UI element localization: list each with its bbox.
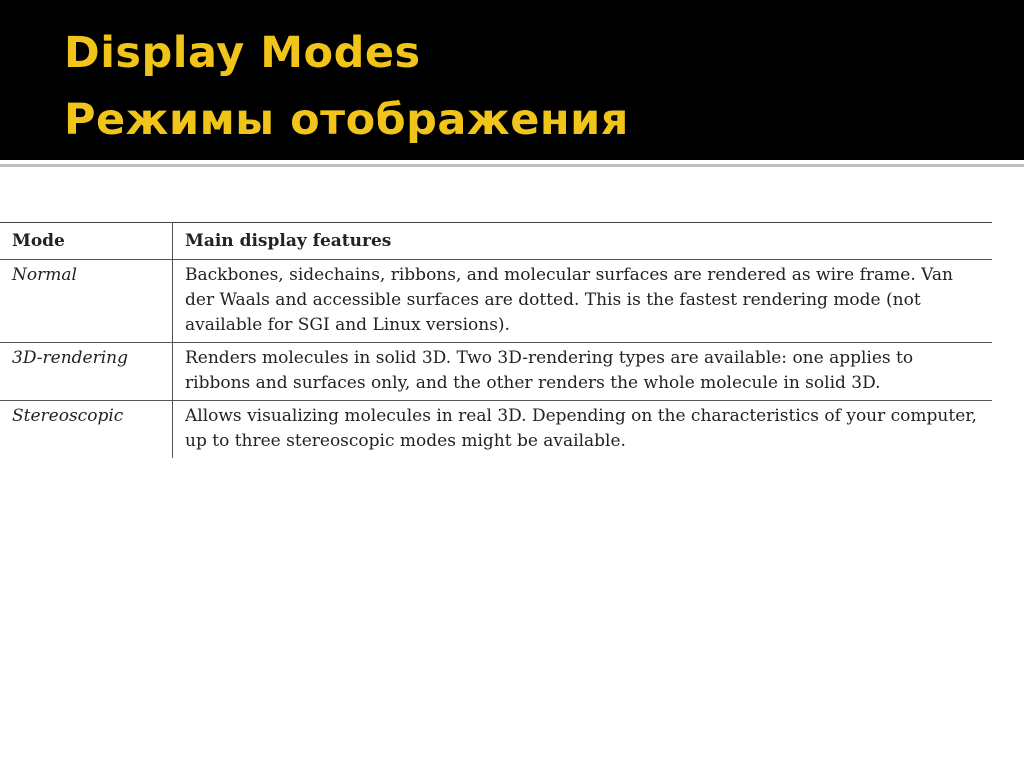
title-bar bbox=[0, 0, 1024, 160]
table-row bbox=[0, 401, 992, 459]
slide-title-russian: Режимы отображения bbox=[64, 95, 629, 145]
mode-name: Stereoscopic bbox=[0, 401, 173, 459]
header-mode: Mode bbox=[0, 223, 173, 260]
mode-name: Normal bbox=[0, 260, 173, 343]
header-main-display-features: Main display features bbox=[185, 231, 392, 251]
display-modes-table bbox=[0, 222, 992, 458]
mode-features: Allows visualizing molecules in real 3D. Depending on the characteristics of your computer, up to three stereoscopic modes might be available. bbox=[185, 406, 977, 451]
table-header-row bbox=[0, 223, 992, 260]
slide-title-english: Display Modes bbox=[64, 28, 421, 78]
mode-name: 3D-rendering bbox=[0, 343, 173, 401]
title-divider bbox=[0, 164, 1024, 167]
mode-features: Renders molecules in solid 3D. Two 3D-rendering types are available: one applies to ribbons and surfaces only, and the other renders the whole molecule in solid 3D. bbox=[185, 348, 914, 393]
mode-features: Backbones, sidechains, ribbons, and molecular surfaces are rendered as wire frame. Van der Waals and accessible surfaces are dotted. This is the fastest rendering mode (not available for SGI and Linux versions). bbox=[185, 265, 953, 335]
table-row bbox=[0, 260, 992, 343]
table-row bbox=[0, 343, 992, 401]
display-modes-table-container bbox=[0, 222, 992, 462]
